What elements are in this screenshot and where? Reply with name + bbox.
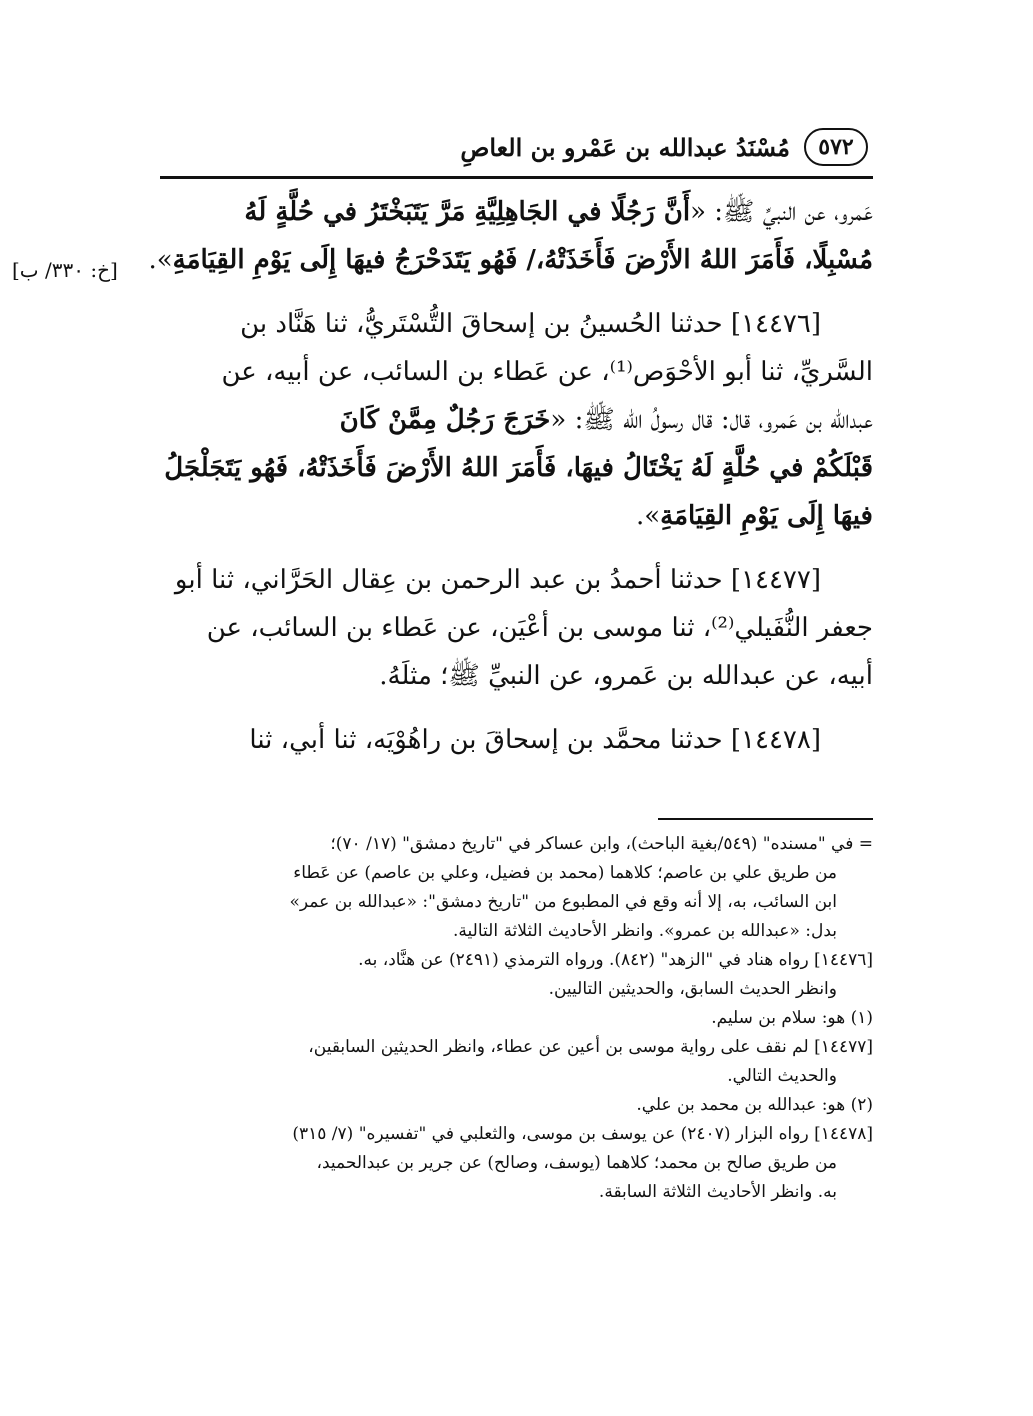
footnote-line: بدل: «عبدالله بن عمرو». وانظر الأحاديث الثلاثة التالية. xyxy=(453,921,837,941)
footnote-line: [١٤٤٧٨] رواه البزار (٢٤٠٧) عن يوسف بن موسى، والثعلبي في "تفسيره" (٧/ ٣١٥) xyxy=(292,1124,873,1144)
footnote-line: والحديث التالي. xyxy=(727,1066,837,1086)
hadith-matn: فيهَا إِلَى يَوْمِ القِيَامَةِ xyxy=(660,501,873,531)
page-number: ٥٧٢ xyxy=(804,128,868,166)
footnote-line: ابن السائب، به، إلا أنه وقع في المطبوع من "تاريخ دمشق": «عبدالله بن عمر» xyxy=(289,892,837,912)
footnote-line: [١٤٤٧٧] لم نقف على رواية موسى بن أعين عن عطاء، وانظر الحديثين السابقين، xyxy=(308,1037,873,1057)
footnote-line: (٢) هو: عبدالله بن محمد بن علي. xyxy=(636,1095,873,1115)
text-line: السَّريِّ، ثنا أبو الأحْوَص⁽¹⁾، عن عَطاء بن السائب، عن أبيه، عن xyxy=(221,357,873,387)
text-line xyxy=(160,188,873,236)
hadith-matn: خَرَجَ رَجُلٌ مِمَّنْ كَانَ xyxy=(339,405,551,435)
footnote-line: (١) هو: سلام بن سليم. xyxy=(711,1008,873,1028)
footnotes xyxy=(160,830,873,1207)
text-run: ». xyxy=(635,501,661,531)
footnote-line: من طريق صالح بن محمد؛ كلاهما (يوسف، وصالح) عن جرير بن عبدالحميد، xyxy=(316,1153,837,1173)
main-text xyxy=(148,188,873,764)
hadith-matn: مُسْبِلًا، فَأَمَرَ اللهُ الأَرْضَ فَأَخَذَتْهُ،/ فَهُو يَتَدَحْرَجُ فيهَا إِلَى يَوْمِ القِيَامَةِ xyxy=(172,245,873,275)
footnote-line: به. وانظر الأحاديث الثلاثة السابقة. xyxy=(598,1182,837,1202)
footnote-line: وانظر الحديث السابق، والحديثين التاليين. xyxy=(548,979,837,999)
running-title: مُسْنَدُ عبدالله بن عَمْرو بن العاصِ xyxy=(460,132,790,162)
hadith-matn: أَنَّ رَجُلًا في الجَاهِلِيَّةِ مَرَّ يَتَبَخْتَرُ في حُلَّةٍ لَهُ xyxy=(244,197,691,227)
header-rule xyxy=(160,176,873,179)
hadith-14477-line: [١٤٤٧٧] حدثنا أحمدُ بن عبد الرحمن بن عِقال الحَرَّاني، ثنا أبو xyxy=(174,565,821,595)
text-line: أبيه، عن عبدالله بن عَمرو، عن النبيِّ ﷺ؛ مثلَهُ. xyxy=(379,661,873,691)
hadith-14478-line: [١٤٤٧٨] حدثنا محمَّد بن إسحاقَ بن راهُوْيَه، ثنا أبي، ثنا xyxy=(249,725,821,755)
footnote-line: = في "مسنده" (٥٤٩/بغية الباحث)، وابن عساكر في "تاريخ دمشق" (١٧/ ٧٠)؛ xyxy=(330,834,873,854)
footnote-line: [١٤٤٧٦] رواه هناد في "الزهد" (٨٤٢). ورواه الترمذي (٢٤٩١) عن هنَّاد، به. xyxy=(358,950,873,970)
text-line xyxy=(148,236,873,284)
text-run: عَمرو، عن النبيِّ ﷺ: « xyxy=(690,197,873,227)
footnote-line: من طريق علي بن عاصم؛ كلاهما (محمد بن فضيل، وعلي بن عاصم) عن عَطاء xyxy=(293,863,837,883)
text-line xyxy=(160,492,873,540)
hadith-matn: قَبْلَكُمْ في حُلَّةٍ لَهُ يَخْتَالُ فيهَا، فَأَمَرَ اللهُ الأَرْضَ فَأَخَذَتْهُ، فَهُو يَتَجَلْجَلُ xyxy=(164,453,873,483)
text-line: جعفر النُّفَيلي⁽²⁾، ثنا موسى بن أعْيَن، عن عَطاء بن السائب، عن xyxy=(206,613,873,643)
text-line xyxy=(160,396,873,444)
footnote-rule xyxy=(658,818,873,820)
page-header xyxy=(160,124,868,170)
text-run: ». xyxy=(148,245,173,275)
hadith-14476-line: [١٤٤٧٦] حدثنا الحُسينُ بن إسحاقَ التُّسْتَريُّ، ثنا هَنَّاد بن xyxy=(240,309,821,339)
manuscript-margin-note: [خ: ٣٣٠/ ب] xyxy=(12,258,118,282)
text-run: عبدالله بن عَمرو، قال: قال رسولُ الله ﷺ: « xyxy=(550,405,873,435)
